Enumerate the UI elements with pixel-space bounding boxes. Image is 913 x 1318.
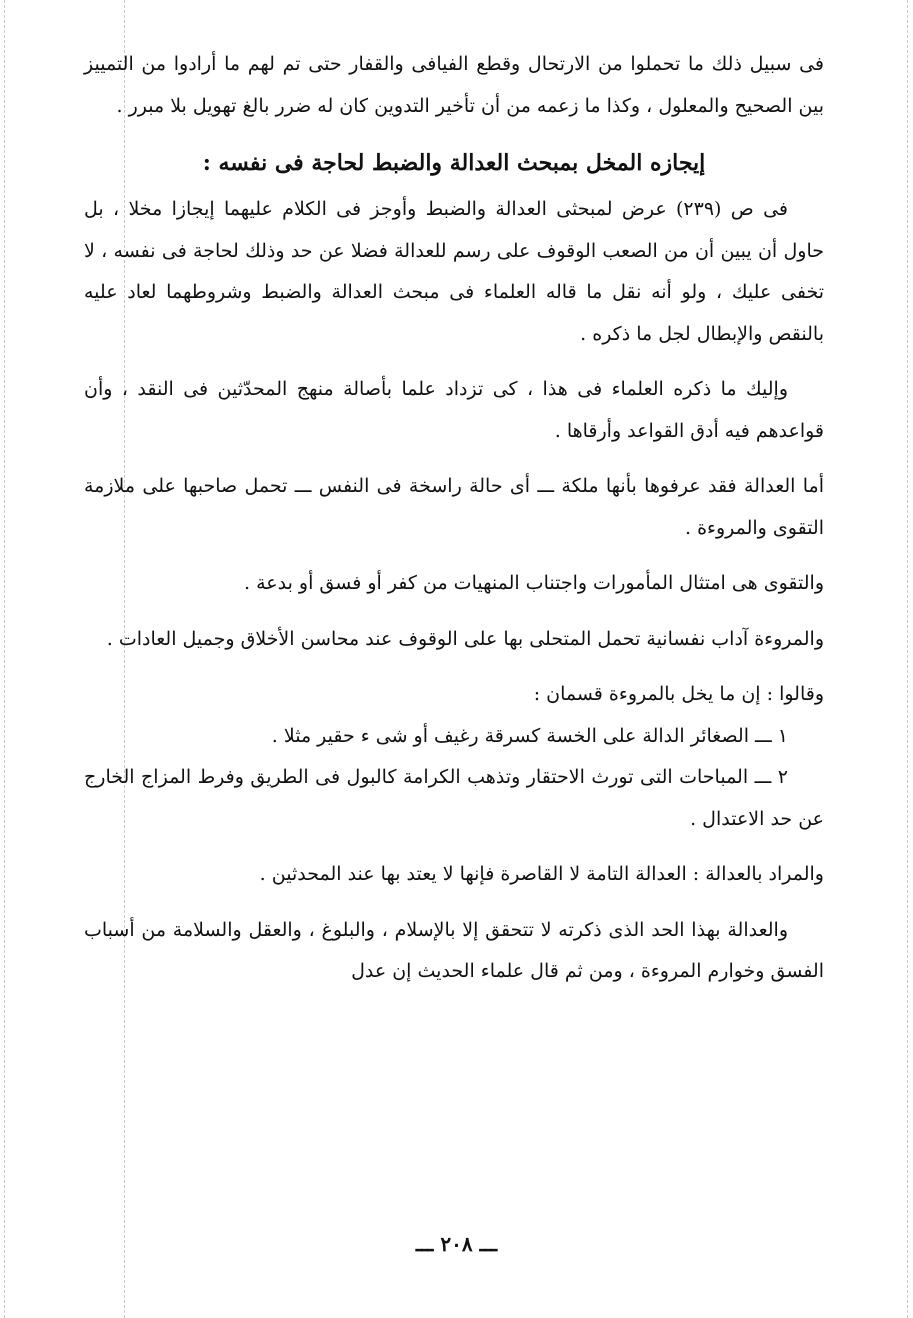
list-item-2: ٢ ـــ المباحات التى تورث الاحتقار وتذهب الكرامة كالبول فى الطريق وفرط المزاج الخارج عن حد الاعتدال .	[84, 766, 824, 830]
paragraph-6: والمروءة آداب نفسانية تحمل المتحلى بها على الوقوف عند محاسن الأخلاق وجميل العادات .	[106, 627, 824, 650]
paragraph-7: وقالوا : إن ما يخل بالمروءة قسمان :	[533, 683, 824, 705]
paragraph-5: والتقوى هى امتثال المأمورات واجتناب المنهيات من كفر أو فسق أو بدعة .	[244, 572, 824, 594]
paragraph-4: أما العدالة فقد عرفوها بأنها ملكة ـــ أى حالة راسخة فى النفس ـــ تحمل صاحبها على ملازمة التقوى والمروءة .	[84, 475, 824, 539]
paragraph-9: والعدالة بهذا الحد الذى ذكرته لا تتحقق إلا بالإسلام ، والبلوغ ، والعقل والسلامة من أسباب الفسق وخوارم المروءة ، ومن ثم قال علماء الحديث إن عدل	[84, 918, 824, 982]
body-text	[84, 44, 824, 993]
scan-guide-right	[907, 0, 908, 1318]
paragraph-8: والمراد بالعدالة : العدالة التامة لا القاصرة فإنها لا يعتد بها عند المحدثين .	[259, 863, 824, 885]
list-item-1: ١ ـــ الصغائر الدالة على الخسة كسرقة رغيف أو شى ء حقير مثلا .	[271, 724, 788, 747]
scan-guide-left	[4, 0, 5, 1318]
paragraph-2: فى ص (٢٣٩) عرض لمبحثى العدالة والضبط وأوجز فى الكلام عليهما إيجازا مخلا ، بل حاول أن يبين أن من الصعب الوقوف على رسم للعدالة فضلا عن حد وذلك لحاجة فى نفسه ، لا تخفى عليك ، ولو أنه نقل ما قاله العلماء فى مبحث العدالة والضبط وشروطهما لعاد عليه بالنقص والإبطال لجل ما ذكره .	[84, 198, 824, 345]
paragraph-1: فى سبيل ذلك ما تحملوا من الارتحال وقطع الفيافى والقفار حتى تم لهم ما أرادوا من التمييز بين الصحيح والمعلول ، وكذا ما زعمه من أن تأخير التدوين كان له ضرر بالغ تهويل بلا مبرر .	[84, 53, 824, 117]
paragraph-3: وإليك ما ذكره العلماء فى هذا ، كى تزداد علما بأصالة منهج المحدّثين فى النقد ، وأن قواعدهم فيه أدق القواعد وأرقاها .	[84, 378, 824, 442]
page-number: ـــ ٢٠٨ ـــ	[415, 1232, 498, 1256]
section-heading: إيجازه المخل بمبحث العدالة والضبط لحاجة فى نفسه :	[202, 150, 706, 176]
